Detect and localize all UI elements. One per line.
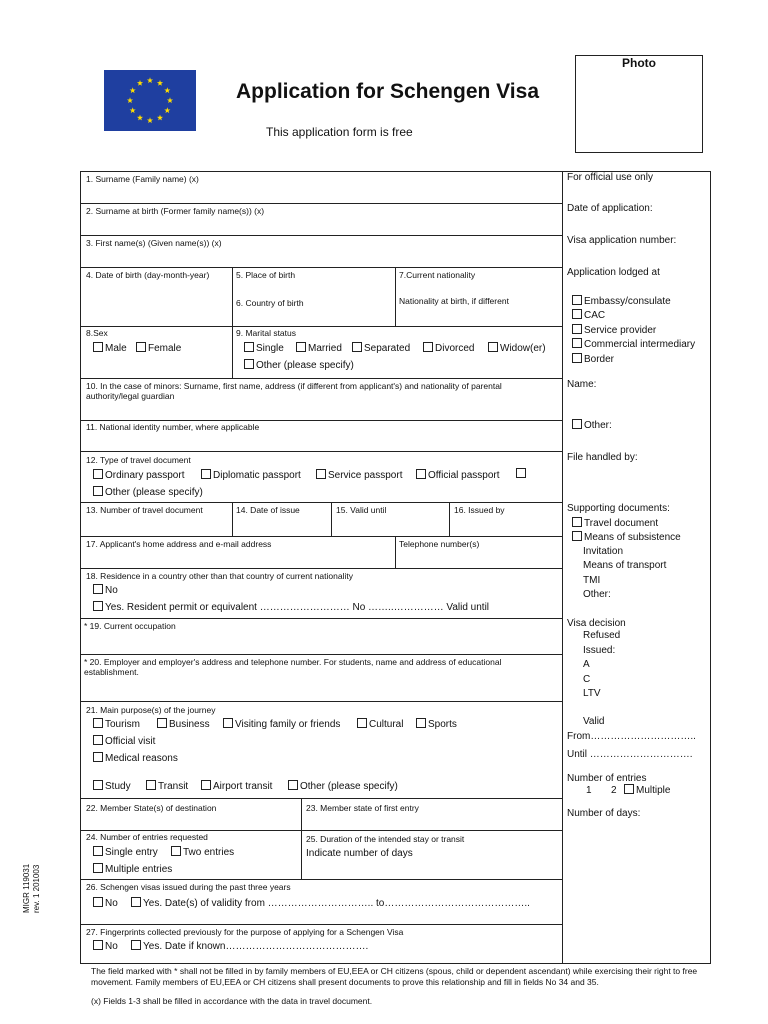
purpose-airport-transit-option[interactable]: Airport transit	[201, 780, 272, 793]
marital-married-option[interactable]: Married	[296, 342, 342, 355]
checkbox[interactable]	[201, 780, 211, 790]
field-10-minor-guardian[interactable]: 10. In the case of minors: Surname, first name, address (if different from applicant's) and nationality of parental authority/legal guardian	[86, 381, 502, 401]
checkbox[interactable]	[572, 517, 582, 527]
purpose-study-option[interactable]: Study	[93, 780, 131, 793]
side-rev: rev. 1 201003	[32, 864, 41, 913]
doc-extra-checkbox[interactable]	[516, 468, 526, 478]
footer-note-fields: (x) Fields 1-3 shall be filled in accordance with the data in travel document.	[91, 996, 373, 1006]
official-valid-until: Until ………………………….	[567, 749, 693, 760]
purpose-other-option[interactable]: Other (please specify)	[288, 780, 398, 793]
field-1-surname[interactable]: 1. Surname (Family name) (x)	[86, 174, 199, 184]
official-type-ltv: LTV	[583, 688, 601, 699]
checkbox[interactable]	[93, 897, 103, 907]
field-22-destination[interactable]: 22. Member State(s) of destination	[86, 803, 217, 813]
field-9-marital-status: 9. Marital status	[236, 328, 296, 338]
flag-star-icon	[137, 115, 143, 121]
previous-visas-no-option[interactable]: No	[93, 897, 118, 910]
checkbox[interactable]	[93, 718, 103, 728]
official-intermediary-option[interactable]: Commercial intermediary	[572, 338, 695, 351]
flag-star-icon	[127, 97, 133, 103]
checkbox[interactable]	[488, 342, 498, 352]
fingerprints-no-option[interactable]: No	[93, 940, 118, 953]
field-3-first-names[interactable]: 3. First name(s) (Given name(s)) (x)	[86, 238, 222, 248]
field-19-occupation[interactable]: * 19. Current occupation	[84, 621, 176, 631]
field-7-nationality-at-birth[interactable]: Nationality at birth, if different	[399, 296, 509, 306]
official-other-option[interactable]: Other:	[572, 419, 612, 432]
doc-service-passport-option[interactable]: Service passport	[316, 469, 402, 482]
checkbox[interactable]	[136, 342, 146, 352]
doc-diplomatic-passport-option[interactable]: Diplomatic passport	[201, 469, 301, 482]
eu-flag	[104, 70, 196, 131]
field-27-fingerprints: 27. Fingerprints collected previously for the purpose of applying for a Schengen Visa	[86, 927, 404, 937]
fingerprints-yes-option[interactable]: Yes. Date if known…………………………………….	[131, 940, 368, 953]
checkbox[interactable]	[572, 353, 582, 363]
official-file-handled-by: File handled by:	[567, 452, 638, 463]
checkbox[interactable]	[296, 342, 306, 352]
field-11-national-id[interactable]: 11. National identity number, where applicable	[86, 422, 260, 432]
official-entries-two: 2	[611, 785, 617, 796]
doc-official-passport-option[interactable]: Official passport	[416, 469, 500, 482]
doc-other-option[interactable]: Other (please specify)	[93, 486, 203, 499]
checkbox[interactable]	[93, 601, 103, 611]
checkbox[interactable]	[93, 863, 103, 873]
checkbox[interactable]	[131, 940, 141, 950]
field-15-valid-until[interactable]: 15. Valid until	[336, 505, 387, 515]
field-23-first-entry[interactable]: 23. Member state of first entry	[306, 803, 419, 813]
residence-yes-option[interactable]: Yes. Resident permit or equivalent ……………………… No ……..…………… Valid until	[93, 601, 489, 614]
checkbox[interactable]	[572, 309, 582, 319]
page-title: Application for Schengen Visa	[236, 80, 540, 103]
checkbox[interactable]	[624, 784, 634, 794]
official-issued: Issued:	[583, 645, 616, 656]
official-subsistence-option[interactable]: Means of subsistence	[572, 531, 681, 544]
previous-visas-yes-option[interactable]: Yes. Date(s) of validity from ………………………….. to……………………………………..	[131, 897, 530, 910]
official-date-of-application: Date of application:	[567, 203, 653, 214]
purpose-medical-option[interactable]: Medical reasons	[93, 752, 178, 765]
field-25-duration[interactable]: 25. Duration of the intended stay or transit	[306, 834, 465, 844]
flag-star-icon	[164, 107, 170, 113]
checkbox[interactable]	[93, 846, 103, 856]
photo-label: Photo	[622, 56, 656, 70]
checkbox[interactable]	[93, 469, 103, 479]
field-12-travel-document-type: 12. Type of travel document	[86, 455, 191, 465]
official-lodged-at: Application lodged at	[567, 267, 660, 278]
official-cac-option[interactable]: CAC	[572, 309, 605, 322]
official-other-docs: Other:	[583, 589, 611, 600]
checkbox[interactable]	[93, 752, 103, 762]
checkbox[interactable]	[93, 940, 103, 950]
checkbox[interactable]	[316, 469, 326, 479]
checkbox[interactable]	[157, 718, 167, 728]
field-4-date-of-birth[interactable]: 4. Date of birth (day-month-year)	[86, 270, 210, 280]
official-entries-multiple-option[interactable]: Multiple	[624, 784, 670, 797]
official-valid: Valid	[583, 716, 605, 727]
flag-star-icon	[130, 107, 136, 113]
flag-star-icon	[157, 115, 163, 121]
checkbox[interactable]	[572, 338, 582, 348]
entries-two-option[interactable]: Two entries	[171, 846, 234, 859]
official-number-of-days: Number of days:	[567, 808, 641, 819]
checkbox[interactable]	[352, 342, 362, 352]
official-means-of-transport: Means of transport	[583, 560, 667, 571]
purpose-cultural-option[interactable]: Cultural	[357, 718, 403, 731]
field-5-place-of-birth[interactable]: 5. Place of birth	[236, 270, 296, 280]
flag-star-icon	[130, 87, 136, 93]
footer-note-family-members: The field marked with * shall not be filled in by family members of EU,EEA or CH citizens (spous, child or dependent ascendant) while exercising their right to free movement. Family members of EU,EEA or CH citizens shall present documents to prove this relationship and fill in fields No 34 and 35.	[91, 966, 698, 987]
field-13-document-number[interactable]: 13. Number of travel document	[86, 505, 203, 515]
official-name: Name:	[567, 379, 597, 390]
checkbox[interactable]	[223, 718, 233, 728]
checkbox[interactable]	[423, 342, 433, 352]
checkbox[interactable]	[244, 342, 254, 352]
official-visa-application-number: Visa application number:	[567, 235, 677, 246]
official-use-header: For official use only	[567, 172, 653, 183]
field-21-purpose: 21. Main purpose(s) of the journey	[86, 705, 216, 715]
official-type-a: A	[583, 659, 590, 670]
checkbox[interactable]	[357, 718, 367, 728]
official-number-of-entries: Number of entries	[567, 773, 647, 784]
field-8-sex: 8.Sex	[86, 328, 108, 338]
marital-separated-option[interactable]: Separated	[352, 342, 410, 355]
eu-stars-icon	[104, 70, 196, 131]
field-26-previous-visas: 26. Schengen visas issued during the past three years	[86, 882, 291, 892]
purpose-transit-option[interactable]: Transit	[146, 780, 188, 793]
residence-no-option[interactable]: No	[93, 584, 118, 597]
official-visa-decision: Visa decision	[567, 618, 626, 629]
purpose-sports-option[interactable]: Sports	[416, 718, 457, 731]
field-18-residence: 18. Residence in a country other than that country of current nationality	[86, 571, 353, 581]
photo-box	[575, 55, 703, 153]
flag-star-icon	[157, 80, 163, 86]
checkbox[interactable]	[131, 897, 141, 907]
checkbox[interactable]	[93, 780, 103, 790]
entries-multiple-option[interactable]: Multiple entries	[93, 863, 172, 876]
field-17-home-address[interactable]: 17. Applicant's home address and e-mail address	[86, 539, 272, 549]
official-entries-one: 1	[586, 785, 592, 796]
field-14-date-of-issue[interactable]: 14. Date of issue	[236, 505, 300, 515]
marital-divorced-option[interactable]: Divorced	[423, 342, 474, 355]
checkbox[interactable]	[146, 780, 156, 790]
checkbox[interactable]	[572, 419, 582, 429]
checkbox[interactable]	[93, 486, 103, 496]
marital-other-option[interactable]: Other (please specify)	[244, 359, 354, 372]
marital-single-option[interactable]: Single	[244, 342, 284, 355]
purpose-business-option[interactable]: Business	[157, 718, 210, 731]
marital-widow-option[interactable]: Widow(er)	[488, 342, 546, 355]
field-20-employer[interactable]: * 20. Employer and employer's address and telephone number. For students, name and address of educational establishment.	[84, 657, 502, 677]
field-6-country-of-birth[interactable]: 6. Country of birth	[236, 298, 304, 308]
field-17-telephone[interactable]: Telephone number(s)	[399, 539, 480, 549]
field-2-surname-at-birth[interactable]: 2. Surname at birth (Former family name(s)) (x)	[86, 206, 265, 216]
checkbox[interactable]	[416, 469, 426, 479]
purpose-visiting-option[interactable]: Visiting family or friends	[223, 718, 340, 731]
checkbox[interactable]	[171, 846, 181, 856]
flag-star-icon	[147, 117, 153, 123]
official-type-c: C	[583, 674, 591, 685]
official-embassy-option[interactable]: Embassy/consulate	[572, 295, 671, 308]
flag-star-icon	[137, 80, 143, 86]
checkbox[interactable]	[416, 718, 426, 728]
sex-female-option[interactable]: Female	[136, 342, 181, 355]
checkbox[interactable]	[244, 359, 254, 369]
checkbox[interactable]	[572, 324, 582, 334]
official-refused: Refused	[583, 630, 621, 641]
checkbox[interactable]	[572, 295, 582, 305]
field-24-entries-requested: 24. Number of entries requested	[86, 832, 208, 842]
doc-ordinary-passport-option[interactable]: Ordinary passport	[93, 469, 184, 482]
flag-star-icon	[147, 77, 153, 83]
sex-male-option[interactable]: Male	[93, 342, 127, 355]
checkbox[interactable]	[93, 584, 103, 594]
checkbox[interactable]	[288, 780, 298, 790]
official-invitation: Invitation	[583, 546, 624, 557]
field-7-current-nationality[interactable]: 7.Current nationality	[399, 270, 476, 280]
side-code: MIGR 119031	[22, 863, 31, 913]
official-valid-from: From…………………………..	[567, 731, 696, 742]
page-subtitle: This application form is free	[266, 125, 413, 139]
flag-star-icon	[167, 97, 173, 103]
entries-single-option[interactable]: Single entry	[93, 846, 158, 859]
official-supporting-documents: Supporting documents:	[567, 503, 670, 514]
checkbox[interactable]	[572, 531, 582, 541]
official-border-option[interactable]: Border	[572, 353, 614, 366]
official-tmi: TMI	[583, 575, 601, 586]
field-16-issued-by[interactable]: 16. Issued by	[454, 505, 505, 515]
checkbox[interactable]	[201, 469, 211, 479]
checkbox[interactable]	[93, 342, 103, 352]
official-travel-document-option[interactable]: Travel document	[572, 517, 658, 530]
purpose-official-option[interactable]: Official visit	[93, 735, 155, 748]
flag-star-icon	[164, 87, 170, 93]
purpose-tourism-option[interactable]: Tourism	[93, 718, 140, 731]
official-service-provider-option[interactable]: Service provider	[572, 324, 656, 337]
checkbox[interactable]	[93, 735, 103, 745]
duration-hint: Indicate number of days	[306, 848, 413, 859]
